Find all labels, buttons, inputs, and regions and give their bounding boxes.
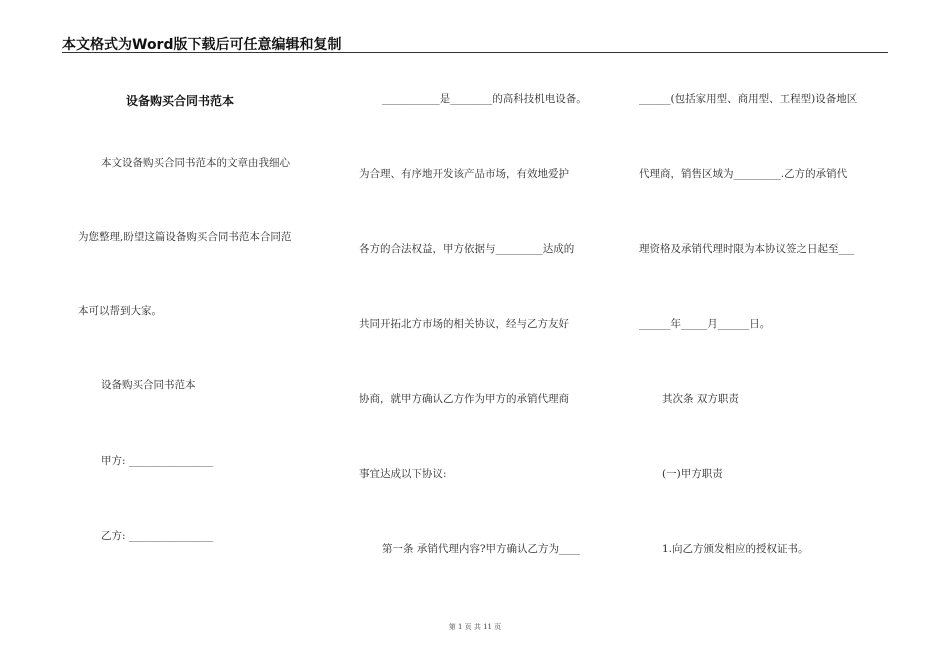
col1-line-3: 本可以帮到大家。: [78, 305, 162, 317]
col2-line-7: 第一条 承销代理内容?甲方确认乙方为____: [382, 543, 580, 555]
col1-line-1: 本文设备购买合同书范本的文章由我细心: [101, 157, 290, 169]
col2-line-2: 为合理、有序地开发该产品市场，有效地爱护: [359, 168, 569, 180]
party-b-field: 乙方: ________________: [101, 530, 213, 542]
col3-line-4: ______年_____月______日。: [639, 318, 771, 330]
col2-line-5: 协商，就甲方确认乙方作为甲方的承销代理商: [359, 393, 569, 405]
col3-line-2: 代理商，销售区域为_________.乙方的承销代: [639, 168, 848, 180]
col1-line-2: 为您整理,盼望这篇设备购买合同书范本合同范: [78, 231, 292, 243]
header-divider: [62, 52, 888, 53]
col1-line-4: 设备购买合同书范本: [101, 379, 196, 391]
col3-line-3: 理资格及承销代理时限为本协议签之日起至___: [639, 243, 855, 255]
page-number: 第 1 页 共 11 页: [448, 623, 502, 631]
header-title: 本文格式为Word版下载后可任意编辑和复制: [62, 37, 342, 53]
col2-line-4: 共同开拓北方市场的相关协议，经与乙方友好: [359, 318, 569, 330]
party-a-field: 甲方: ________________: [101, 455, 213, 467]
col2-line-3: 各方的合法权益，甲方依据与_________达成的: [359, 243, 575, 255]
col3-line-6: (一)甲方职责: [662, 468, 723, 480]
col3-line-1: ______(包括家用型、商用型、工程型)设备地区: [639, 93, 858, 105]
col2-line-1: ___________是________的高科技机电设备。: [382, 93, 587, 105]
col3-line-7: 1.向乙方颁发相应的授权证书。: [662, 543, 809, 555]
col2-line-6: 事宜达成以下协议:: [359, 468, 447, 480]
document-title: 设备购买合同书范本: [126, 94, 235, 108]
col3-line-5: 其次条 双方职责: [662, 393, 739, 405]
